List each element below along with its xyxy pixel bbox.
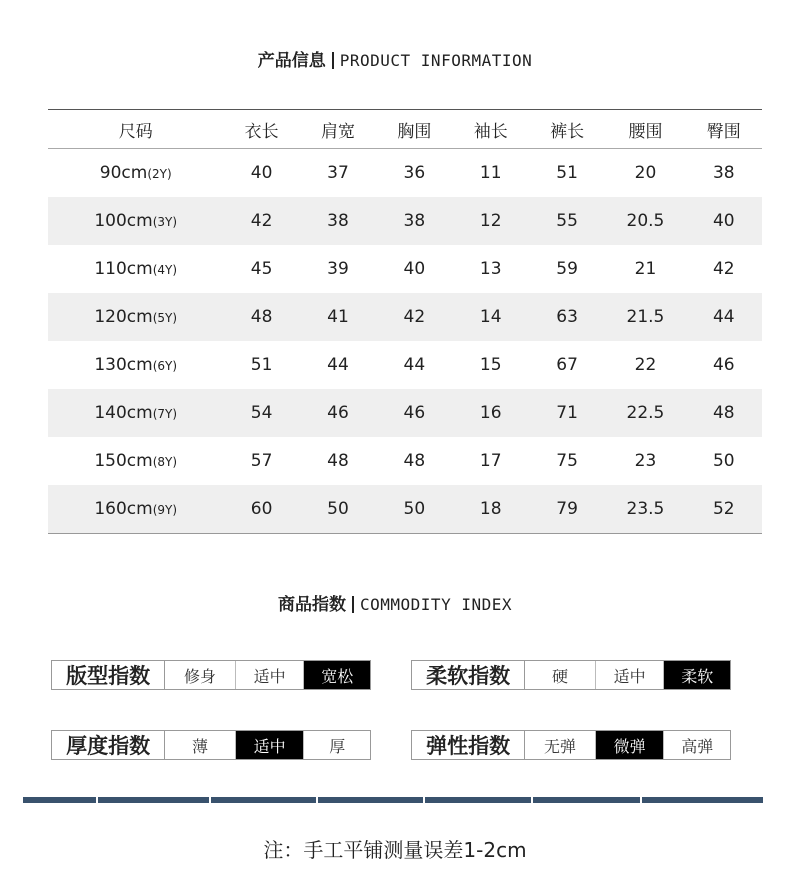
fit-option-regular: 适中 <box>236 661 305 689</box>
measure-cell: 18 <box>453 485 529 534</box>
table-row <box>48 389 762 437</box>
ruler-segment <box>642 797 763 803</box>
size-cell <box>48 437 223 485</box>
elasticity-index <box>411 730 731 760</box>
thickness-option-thick: 厚 <box>329 736 346 756</box>
measure-cell: 40 <box>403 259 426 279</box>
elasticity-option-high: 高弹 <box>681 736 714 756</box>
measure-cell: 44 <box>327 355 349 375</box>
softness-index <box>411 660 731 690</box>
measure-cell: 46 <box>376 389 452 437</box>
ruler-segment <box>318 797 423 803</box>
age-value: (2Y) <box>147 167 172 181</box>
measure-cell: 50 <box>712 451 735 471</box>
size-cell <box>48 149 223 198</box>
measure-cell: 52 <box>686 485 762 534</box>
thickness-index <box>51 730 371 760</box>
age-value: (8Y) <box>152 455 178 469</box>
measure-cell: 45 <box>250 259 273 279</box>
ruler-segment <box>23 797 96 803</box>
size-value: 110cm <box>94 259 153 279</box>
size-cell <box>48 197 223 245</box>
age-value: (7Y) <box>152 407 178 421</box>
measure-cell: 23.5 <box>605 485 685 534</box>
header-length: 衣长 <box>223 110 299 149</box>
header-hip: 臀围 <box>686 110 762 149</box>
measure-cell: 36 <box>403 163 426 183</box>
ruler-segment <box>211 797 316 803</box>
measure-cell: 42 <box>376 293 452 341</box>
fit-index-label: 版型指数 <box>52 661 165 689</box>
measure-cell: 44 <box>403 355 426 375</box>
measure-cell: 48 <box>686 389 762 437</box>
softness-option-hard: 硬 <box>525 661 596 689</box>
table-row <box>48 245 762 293</box>
table-row <box>48 149 762 198</box>
size-cell <box>48 485 223 534</box>
measure-cell: 16 <box>453 389 529 437</box>
table-row <box>48 341 762 389</box>
measure-cell: 20.5 <box>605 197 685 245</box>
thickness-option-thin: 薄 <box>165 731 236 759</box>
measure-cell: 54 <box>223 389 299 437</box>
ruler-segment <box>425 797 531 803</box>
title-separator <box>352 596 354 613</box>
measure-cell: 13 <box>479 259 502 279</box>
fit-option-slim: 修身 <box>165 661 236 689</box>
measure-cell: 55 <box>529 197 605 245</box>
thickness-option-medium: 适中 <box>236 731 305 759</box>
size-value: 120cm <box>94 307 153 327</box>
title-separator <box>332 52 334 69</box>
measure-cell: 20 <box>634 163 657 183</box>
thickness-index-label: 厚度指数 <box>52 731 165 759</box>
measurement-note: 注：手工平铺测量误差1-2cm <box>263 838 527 862</box>
measure-cell: 60 <box>223 485 299 534</box>
measure-cell: 46 <box>712 355 735 375</box>
measure-cell: 51 <box>250 355 273 375</box>
measure-cell: 37 <box>327 163 349 183</box>
measure-cell: 40 <box>686 197 762 245</box>
ruler-segment <box>533 797 640 803</box>
measure-cell: 57 <box>250 451 273 471</box>
measure-cell: 12 <box>453 197 529 245</box>
measure-cell: 71 <box>529 389 605 437</box>
measure-cell: 21.5 <box>605 293 685 341</box>
size-value: 160cm <box>94 499 153 519</box>
size-value: 100cm <box>94 211 153 231</box>
age-value: (3Y) <box>152 215 178 229</box>
measure-cell: 17 <box>479 451 502 471</box>
softness-option-medium: 适中 <box>596 661 665 689</box>
measure-cell: 79 <box>529 485 605 534</box>
commodity-index-title <box>0 590 790 615</box>
size-value: 150cm <box>94 451 153 471</box>
measure-cell: 46 <box>300 389 376 437</box>
size-cell <box>48 389 223 437</box>
measure-cell: 15 <box>479 355 502 375</box>
commodity-index-title-cn: 商品指数 <box>278 595 346 615</box>
measure-cell: 42 <box>712 259 735 279</box>
measure-cell: 48 <box>327 451 349 471</box>
header-sleeve: 袖长 <box>453 110 529 149</box>
measure-cell: 67 <box>556 355 578 375</box>
ruler-segment <box>98 797 209 803</box>
softness-option-soft: 柔软 <box>664 661 730 689</box>
header-shoulder: 肩宽 <box>300 110 376 149</box>
measure-cell: 50 <box>300 485 376 534</box>
measure-cell: 21 <box>634 259 657 279</box>
measure-cell: 50 <box>376 485 452 534</box>
age-value: (5Y) <box>152 311 178 325</box>
header-pants-length: 裤长 <box>529 110 605 149</box>
divider-ruler <box>23 797 765 803</box>
elasticity-option-slight: 微弹 <box>596 731 665 759</box>
age-value: (6Y) <box>152 359 178 373</box>
size-table <box>48 109 762 534</box>
measure-cell: 63 <box>529 293 605 341</box>
header-chest: 胸围 <box>376 110 452 149</box>
measure-cell: 11 <box>479 163 502 183</box>
measure-cell: 48 <box>403 451 426 471</box>
size-table-body <box>48 149 762 534</box>
size-value: 130cm <box>94 355 153 375</box>
product-info-title-cn: 产品信息 <box>257 51 326 71</box>
elasticity-option-none: 无弹 <box>525 731 596 759</box>
measure-cell: 38 <box>300 197 376 245</box>
measure-cell: 42 <box>223 197 299 245</box>
measure-cell: 44 <box>686 293 762 341</box>
size-cell <box>48 293 223 341</box>
product-info-title-en: PRODUCT INFORMATION <box>339 51 533 70</box>
elasticity-index-label: 弹性指数 <box>412 731 525 759</box>
size-value: 90cm <box>99 163 148 183</box>
header-waist: 腰围 <box>605 110 685 149</box>
product-info-title <box>0 46 790 71</box>
size-cell <box>48 245 223 293</box>
fit-index <box>51 660 371 690</box>
fit-option-loose: 宽松 <box>304 661 370 689</box>
commodity-index-title-en: COMMODITY INDEX <box>360 595 512 614</box>
size-table-header <box>48 110 762 149</box>
measure-cell: 75 <box>556 451 578 471</box>
measure-cell: 14 <box>453 293 529 341</box>
measure-cell: 39 <box>327 259 349 279</box>
measure-cell: 38 <box>712 163 735 183</box>
table-row <box>48 197 762 245</box>
table-row <box>48 293 762 341</box>
measure-cell: 41 <box>300 293 376 341</box>
table-row <box>48 485 762 534</box>
measure-cell: 51 <box>556 163 578 183</box>
measure-cell: 40 <box>250 163 273 183</box>
softness-index-label: 柔软指数 <box>412 661 525 689</box>
measure-cell: 59 <box>556 259 578 279</box>
table-row <box>48 437 762 485</box>
measure-cell: 38 <box>376 197 452 245</box>
header-size: 尺码 <box>48 110 223 149</box>
age-value: (9Y) <box>152 503 178 517</box>
size-cell <box>48 341 223 389</box>
measure-cell: 48 <box>223 293 299 341</box>
measure-cell: 22 <box>634 355 657 375</box>
measure-cell: 23 <box>634 451 657 471</box>
size-value: 140cm <box>94 403 153 423</box>
measure-cell: 22.5 <box>605 389 685 437</box>
age-value: (4Y) <box>152 263 178 277</box>
